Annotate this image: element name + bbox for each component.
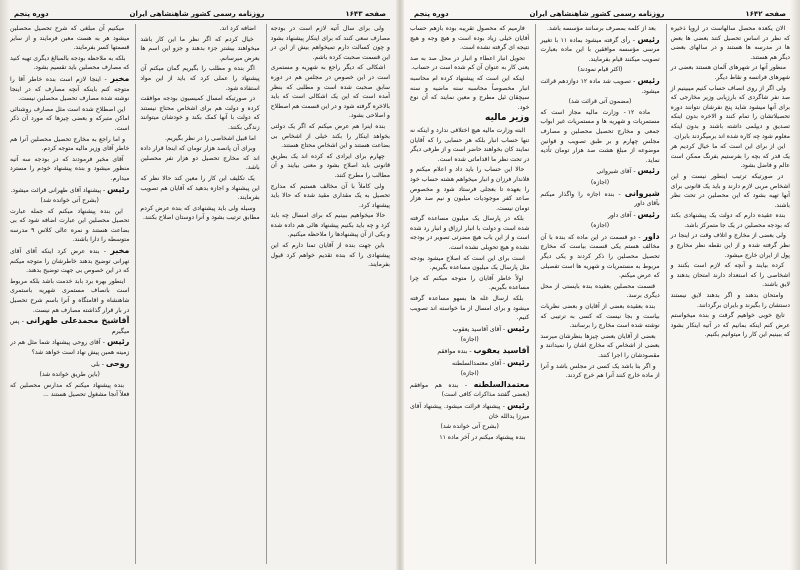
- speaker-paragraph: معتمدالسلطنه - بنده هم موافقم (بعضی گفتند مذاکرات کافی است): [410, 379, 530, 399]
- body-paragraph: خیال کردم که اگر نظر ما این کار باشد میخواهند بیشتر جزء بدهند و جزو این اسم ها بعرض میرسانم.: [140, 35, 260, 62]
- column: [10, 24, 129, 564]
- body-paragraph: ولی کاملاً با آن مخالف هستیم که مدارج تحصیل به یک مقداری مقید شده که حالا باید پیشنهاد کرد.: [270, 182, 390, 209]
- speaker-paragraph: شیروانی - بنده اجازه را واگذار میکنم بآقای داور: [540, 188, 660, 208]
- body-paragraph: حالا این حساب را باید داد و اعلام میکنم و فلاندار فرزان و انبار میخواهم هشته حساب خود را بعهده تا بعجلی فرستاد شود و مخصوص صاعد کفر موجودیات میلیون و نیم صد هزار تومان نیست.: [410, 166, 530, 212]
- body-paragraph: بعضی از آقایان بعضی چیزها بنظرشان میرسد بعضی از اشخاص که مخارج اشان را نمیدانند و مقصودشان را اجرا کنند.: [540, 332, 660, 359]
- speaker-name: داور: [643, 231, 660, 241]
- body-paragraph: و اما راجع به مخارج تحصیل محصلین آنرا هم خاطر آقای وزیر مالیه متوجه کردم.: [10, 135, 130, 153]
- speaker-text: دو قسمت در این ماده که بنده با آن مخالف هستم یکی قسمت بیاست که مخارج تحصیل محصلین را ذکر کردند و یکی دیگر مربوط به مستمریات و شهریه ها است تفصیلی که عرض میکنم.: [540, 233, 660, 280]
- page-header: [10, 4, 390, 20]
- parenthetical-note: (اجازه): [460, 336, 479, 344]
- body-paragraph: اضافه کرد اند.: [219, 25, 260, 32]
- speaker-name: آقاشیخ محمدعلی طهرانی: [26, 316, 130, 326]
- body-paragraph: بنده بعقیده بعضی از آقایان و بعضی نظریات بیاست و بجا نیست که کسی به ترتیبی که نوشته شده است مخارج را برسانند.: [540, 303, 660, 330]
- body-paragraph: منظور آنها در شهرهای آلمان هستند بعضی در شهرهای فرانسه و نقاط دیگر.: [670, 64, 790, 81]
- scan-edge-shadow: [0, 0, 10, 570]
- body-paragraph: ولی برای سال آتیه لازم است در بودجه مصارف سعی کنند که برای اینکار پیشنهاد بشود و چون کسالت دارم تمیخواهم بیش از این در این قسمت صحبت کرده باشم.: [270, 25, 390, 61]
- body-paragraph: فارمیم که محصول تقریبه بوده بازهم حساب آقایان خیلی زیاد بوده است و هیچ وجه و هیچ نتیجه ای گرفته نشده است.: [410, 25, 530, 52]
- speaker-paragraph: رئیس - تصویب شد ماده ۱۲ دوازدهم قرائت میشود.: [540, 75, 660, 95]
- column: [535, 24, 659, 564]
- speaker-paragraph: رئیس - آقای روحی پیشنهاد شما مثل هم در زمینه همین پیش نهاد است خواهد شد؟: [10, 337, 130, 356]
- parenthetical-note: (اکثر قیام نمودند): [577, 66, 623, 74]
- session-label: دوره پنجم: [414, 10, 449, 18]
- body-paragraph: ولی اگر از روی انصاف حساب کنیم میبینیم از صد نفر شاگردی که بارزیابی وزیر مخارجی که برای آنها میشود شاید پنج نفرشان نتوانند دوره تحصیلاتشان را تمام کنند و الاخره بدون اینکه تصدیق و دیپلمی داشته باشند و بدون اینکه معلوم شود چه کاره شده اند برمیگردند بایران.: [670, 84, 790, 140]
- speaker-text: پیشنهاد قرائت میشود. پیشنهاد آقای میرزا یدالله خان: [410, 402, 530, 420]
- speaker-name: رئیس: [107, 337, 130, 347]
- body-paragraph: بعد از کلمه بمصرف برسانند مؤسسه باشد.: [547, 25, 660, 32]
- parenthetical-note: (اجازه): [590, 178, 610, 186]
- body-paragraph: و اگر بنا باشد یک کسی در مجلس باشد و آنرا از ماده خارج کنند آنرا هم خرج کردند.: [540, 362, 660, 380]
- speaker-name: رئیس: [637, 34, 660, 44]
- text-columns: [410, 24, 790, 564]
- speaker-paragraph: رئیس - آقای داور: [607, 209, 660, 219]
- page-number: صفحه ۱۶۴۳: [345, 10, 386, 18]
- speaker-paragraph: رئیس - پیشنهاد قرائت میشود. پیشنهاد آقای میرزا یدالله خان: [410, 400, 530, 420]
- page-header: [410, 4, 790, 20]
- column: [135, 24, 259, 564]
- speaker-name: رئیس: [107, 184, 130, 194]
- body-paragraph: اولاً خاطر آقایان را متوجه میکنم که چرا مساعده بگیریم.: [410, 274, 530, 292]
- body-paragraph: ولی بعضی از مخارج و اتلاف وقت در اینجا در نظر گرفته شده و از این نقطه نظر مخارج و پول از ایران خارج میشود.: [670, 232, 790, 259]
- right-page: [400, 0, 800, 570]
- speaker-text: اینجا لازم است بنده خاطر آقا را متوجه کنم باینکه آنچه مصارف که در اینجا نوشته شده مصارف تحصیل محصلین نیست.: [10, 75, 130, 103]
- speaker-text: آقای آقاسید یعقوب: [452, 325, 502, 333]
- page-gutter: [396, 0, 404, 570]
- speaker-text: بلی: [91, 360, 100, 368]
- parenthetical-note: (باین طریق خوانده شد): [39, 371, 100, 379]
- speaker-text: پیشنهاد آقای طهرانی قرائت میشود.: [10, 186, 102, 194]
- body-paragraph: این بنده پیشنهاد میکنم که جمله عبارت تحصیل محصلین این عبارت اضافه شود که بی بضاعت هستند و نمره عالی کلاس ۹ مدرسه متوسطه را دارا باشند.: [10, 207, 130, 244]
- newspaper-title: روزنامه رسمی کشور شاهنشاهی ایران: [129, 10, 265, 18]
- speaker-text: بنده موافقم: [437, 348, 468, 355]
- body-paragraph: بنده پیشنهاد میکنم در آخر ماده ۱۱: [439, 433, 530, 441]
- speaker-paragraph: رئیس - آقای آقاسید یعقوب: [452, 323, 530, 333]
- newspaper-title: روزنامه رسمی کشور شاهنشاهی ایران: [529, 10, 665, 18]
- body-paragraph: ماده ۱۲ - وزارت مالیه مجاز است که مستمریات و شهریه ها و مستمریات غیر ابواب جمعی و مخارج تحصیل محصلین و مصارف مجلس چهارم و بر طبق تصویب و قوانین موضوعه از مبلغ هشت صد هزار تومان تأدیه نماید.: [540, 108, 660, 164]
- body-paragraph: تحویل انبار اعطاء و انبار در محل صد به صد یعنی کار به عنوان آن کم شده است در حساب.: [410, 54, 530, 72]
- speaker-paragraph: روحی - بلی: [91, 358, 130, 368]
- column: [410, 24, 529, 564]
- body-paragraph: بنده پیشنهاد میکنم که مدارس محصلین که فعلاً آنجا مشغول تحصیل هستند ...: [10, 381, 130, 399]
- speaker-text: آقای معتمدالسلطنه: [452, 359, 502, 367]
- scan-edge-shadow: [790, 0, 800, 570]
- body-paragraph: حالا میخواهیم ببینیم که برای امسال چه باید کرد و چه باید بکنیم پیشنهاد هائی هم داده شده و یکی از آن پیشنهادها را ملاحظه میکنیم.: [270, 212, 390, 239]
- speaker-name: رئیس: [507, 323, 530, 333]
- speaker-name: مخبر: [110, 73, 130, 83]
- speaker-text: رأی گرفته میشود بماده ۱۱ با تغییر مرسی مؤسسه موافقین با این ماده بعبارت تصویب میکنند قیام بفرمایند.: [540, 36, 660, 63]
- body-paragraph: وسیله ولی باید پیشنهادی که بنده عرض کردم مطابق ترتیب بشود و آنرا دوستان اصلاح بکنند.: [140, 204, 260, 222]
- speaker-name: روحی: [105, 358, 130, 368]
- body-paragraph: بلکه به ملاحظه بودجه بالمبالغ دیگری تهیه کنید که مصارف محصلین باید تقسیم بشود.: [10, 54, 130, 72]
- section-heading: وزیر مالیه: [484, 113, 530, 124]
- speaker-text: تصویب شد ماده ۱۲ دوازدهم قرائت میشود.: [540, 77, 660, 95]
- page-number: صفحه ۱۶۴۲: [745, 10, 786, 18]
- body-paragraph: میکنیم آن مبلغی که شرح تحصیل محصلین میشود هر به هست معین فرمایند و از سایر قسمتها کسر بفرمایند.: [10, 25, 130, 52]
- speaker-text: بنده اجازه را واگذار میکنم بآقای داور: [540, 190, 660, 208]
- speaker-text: آقای شیروانی: [596, 168, 632, 176]
- body-paragraph: در صورتیکه امسال کمیسیون بودجه موافقت کرده و دولت هم برای اشخاص محتاج نیستند که دولت با آنها کمک بکند و خودشان میتوانند زندگی بکنند.: [140, 95, 260, 131]
- parenthetical-note: (مضمون آتی قرائت شد): [568, 98, 632, 106]
- parenthetical-note: (بشرح آتی خوانده شد): [40, 197, 99, 205]
- speaker-text: بنده عرض کرد اینکه آقای آقای تهرانی توضیح بدهند خاطرشان را متوجه میکنم که در این خصوص بی جهت توضیح بدهند.: [10, 248, 130, 275]
- speaker-name: رئیس: [637, 75, 660, 85]
- body-paragraph: اینطور بهره برد بابد خدمت باشد بلکه مربوط است بانصاف مستمری شهریه باستمری شاهنشاه و اقامتگاه و آنرا باسم شرح تحصیل در بار قرار گذاشته مصارف هم نیست.: [10, 277, 130, 314]
- body-paragraph: است برای این است که اصلاح میشود بودجه مثل پارسال یک میلیون مساعده بگیریم.: [410, 254, 530, 272]
- speaker-text: بنده هم موافقم (بعضی گفتند مذاکرات کافی است): [410, 381, 530, 399]
- body-paragraph: در صورتیکه ترتیب اینطور نیست و این اشخاص مربی لازم دارند و باید یک قانونی برای آنها تهیه بشود که این محصلین در تحت نظر باشند.: [670, 172, 790, 209]
- body-paragraph: این از برای این است که ما خیال کردیم هر یک قدر که بچه را بفرستیم بفرنگ ممکن است عالم و فاضل بشود.: [670, 143, 790, 170]
- speaker-name: رئیس: [507, 400, 530, 410]
- session-label: دوره پنجم: [14, 10, 49, 18]
- speaker-text: آقای روحی پیشنهاد شما مثل هم در زمینه همین پیش نهاد است خواهد شد؟: [10, 339, 130, 356]
- body-paragraph: البته وزارت مالیه هیچ اختلافی ندارد و اینکه نه تنها حساب انبار بلکه هر حسابی را که آقایان نمایند کان بخواهند حاضر است و از طرفی دیگر در تحت نظر ما اقداماتی شده است.: [410, 126, 530, 163]
- speaker-paragraph: مخبر - اینجا لازم است بنده خاطر آقا را متوجه کنم باینکه آنچه مصارف که در اینجا نوشته شده مصارف تحصیل محصلین نیست.: [10, 73, 130, 103]
- speaker-name: مخبر: [110, 246, 130, 256]
- speaker-paragraph: آقاسید یعقوب - بنده موافقم: [437, 346, 530, 355]
- body-paragraph: باین جهت بنده از آقایان تمنا دارم که این پیشنهادی را که بنده تقدیم خواهم کرد قبول بفرمایند.: [270, 242, 390, 269]
- speaker-paragraph: رئیس - آقای شیروانی: [596, 166, 660, 176]
- body-paragraph: یک تکلیف این کار را معین کند حالا نظر که این پیشنهاد و اجازه بدهید که آقایان هم تصویب بفرمایند.: [140, 174, 260, 202]
- column: [666, 24, 790, 564]
- body-paragraph: چهارم برای ایرادی که کرده اند یک بطریق قانونی باید اصلاح بشود و معنی بیایند و آن مطالب را مطرح کنند.: [270, 152, 390, 179]
- parenthetical-note: (بشرح آتی خوانده شد): [440, 423, 499, 431]
- speaker-name: رئیس: [637, 209, 660, 219]
- body-paragraph: بنده عقیده دارم که دولت یک پیشنهادی بکند که بودجه محصلین در یک جا متمرکز باشد.: [670, 212, 790, 229]
- body-paragraph: الان یکعده محصل سالهاست در اروپا ذخیره که نظر در اساس تحصیل کنند بعضی ها بعض ها در مدرسه ها هستند و در سالهای بعضی دیگر هم هستند.: [670, 25, 790, 61]
- speaker-name: معتمدالسلطنه: [473, 379, 530, 389]
- column: [266, 24, 390, 564]
- body-paragraph: وامتحان بدهند و اگر بدهند لایق نیستند دستشان را بگیرند و بایران برگردانند.: [670, 292, 790, 309]
- parenthetical-note: (اجازه): [590, 222, 610, 230]
- speaker-name: رئیس: [507, 357, 530, 367]
- body-paragraph: قسمت محصلین بعقیده بنده بایستی از محل دیگری برسد.: [540, 282, 660, 300]
- speaker-paragraph: آقاشیخ محمدعلی طهرانی - پس میگیرم: [10, 316, 130, 335]
- body-paragraph: اما قبیل اشخاصی را در نظر بگیریم.: [165, 134, 260, 142]
- speaker-paragraph: رئیس - آقای معتمدالسلطنه: [452, 357, 530, 367]
- body-paragraph: این اصطلاح شده است مثل مصارف روشنائی اماکن متبرکه و بعضی چیزها که مورد آن ذکر است.: [10, 105, 130, 132]
- body-paragraph: بلکه ارسال غله ها بسهو مساعده گرفته میشود و برای امسال از ما خواسته اند تصویب کنیم.: [410, 295, 530, 322]
- speaker-text: آقای داور: [607, 211, 632, 219]
- body-paragraph: اگر بنده و مطلب را بگیریم گمان میکنم آن پیشنهاد را عملی کرد که باید از این مواد استفاده شود.: [140, 65, 260, 92]
- body-paragraph: کرده بیایند و آنچه که لازم است بکنند و اشخاصی را که استعداد دارند امتحان بدهند و لایق باشند.: [670, 262, 790, 289]
- speaker-name: رئیس: [637, 166, 660, 176]
- body-paragraph: اشکالی که دیگر راجع به شهریه و مستمری است در این خصوص در مجلس هم در دوره سابق صحبت شده است و مطلبی که بنظر آمده است که این یک اشکالی است که باید بالاخره گرفته شود و در این قسمت هم اصطلاح و اصلاحی بشود.: [270, 64, 390, 120]
- parenthetical-note: (اجازه): [460, 370, 479, 378]
- text-columns: [10, 24, 390, 564]
- body-paragraph: بنده اینرا هم عرض میکنم که اگر یک دولتی بخواهد اینکار را بکند خیلی از اشخاص بی بضاعت هستند و این اشخاص محتاج هستند.: [270, 122, 390, 150]
- speaker-paragraph: رئیس - پیشنهاد آقای طهرانی قرائت میشود.: [10, 184, 130, 194]
- body-paragraph: وبرای آن پانصد هزار تومان که اینجا قرار داده اند که مخارج تحصیل دو هزار نفر محصلین باشد.: [140, 145, 260, 172]
- speaker-paragraph: مخبر - بنده عرض کرد اینکه آقای آقای تهرانی توضیح بدهند خاطرشان را متوجه میکنم که در این خصوص بی جهت توضیح بدهند.: [10, 246, 130, 275]
- speaker-paragraph: رئیس - رأی گرفته میشود بماده ۱۱ با تغییر مرسی مؤسسه موافقین با این ماده بعبارت تصویب میکنند قیام بفرمایند.: [540, 34, 660, 63]
- body-paragraph: بلکه در پارسال یک میلیون مساعده گرفته شده است و دولت با انبار ارزاق و انبار رد شده است و از این باب هیچ مضرتی تصویر در بودجه نشده و هیچ تحویلی نشده است.: [410, 215, 530, 252]
- body-paragraph: اینکه این است که پیشنهاد کرده ام محاسبه انبار مخصوصاً محاسبه سنه ماضیه و سنه سیچقان ئیل مطرح و معین نمایند که آن نوع خود.: [410, 74, 530, 111]
- body-paragraph: تایج خوبی خواهیم گرفت و بنده میخواستم عرض کنم اینکه بمانیم که در آتیه اینکار بشود که ببینیم این کار را میتوانیم بکنیم.: [670, 312, 790, 339]
- speaker-paragraph: داور - دو قسمت در این ماده که بنده با آن مخالف هستم یکی قسمت بیاست که مخارج تحصیل محصلین را ذکر کردند و یکی دیگر مربوط به مستمریات و شهریه ها است تفصیلی که عرض میکنم.: [540, 231, 660, 280]
- speaker-name: شیروانی: [624, 188, 660, 198]
- body-paragraph: آقای مخبر فرمودند که در بودجه سه آتیه منظور میشود و بنده پیشنهاد خودم را مسترد میدارم.: [10, 155, 130, 182]
- speaker-text: پس میگیرم: [10, 318, 130, 335]
- speaker-name: آقاسید یعقوب: [473, 346, 530, 355]
